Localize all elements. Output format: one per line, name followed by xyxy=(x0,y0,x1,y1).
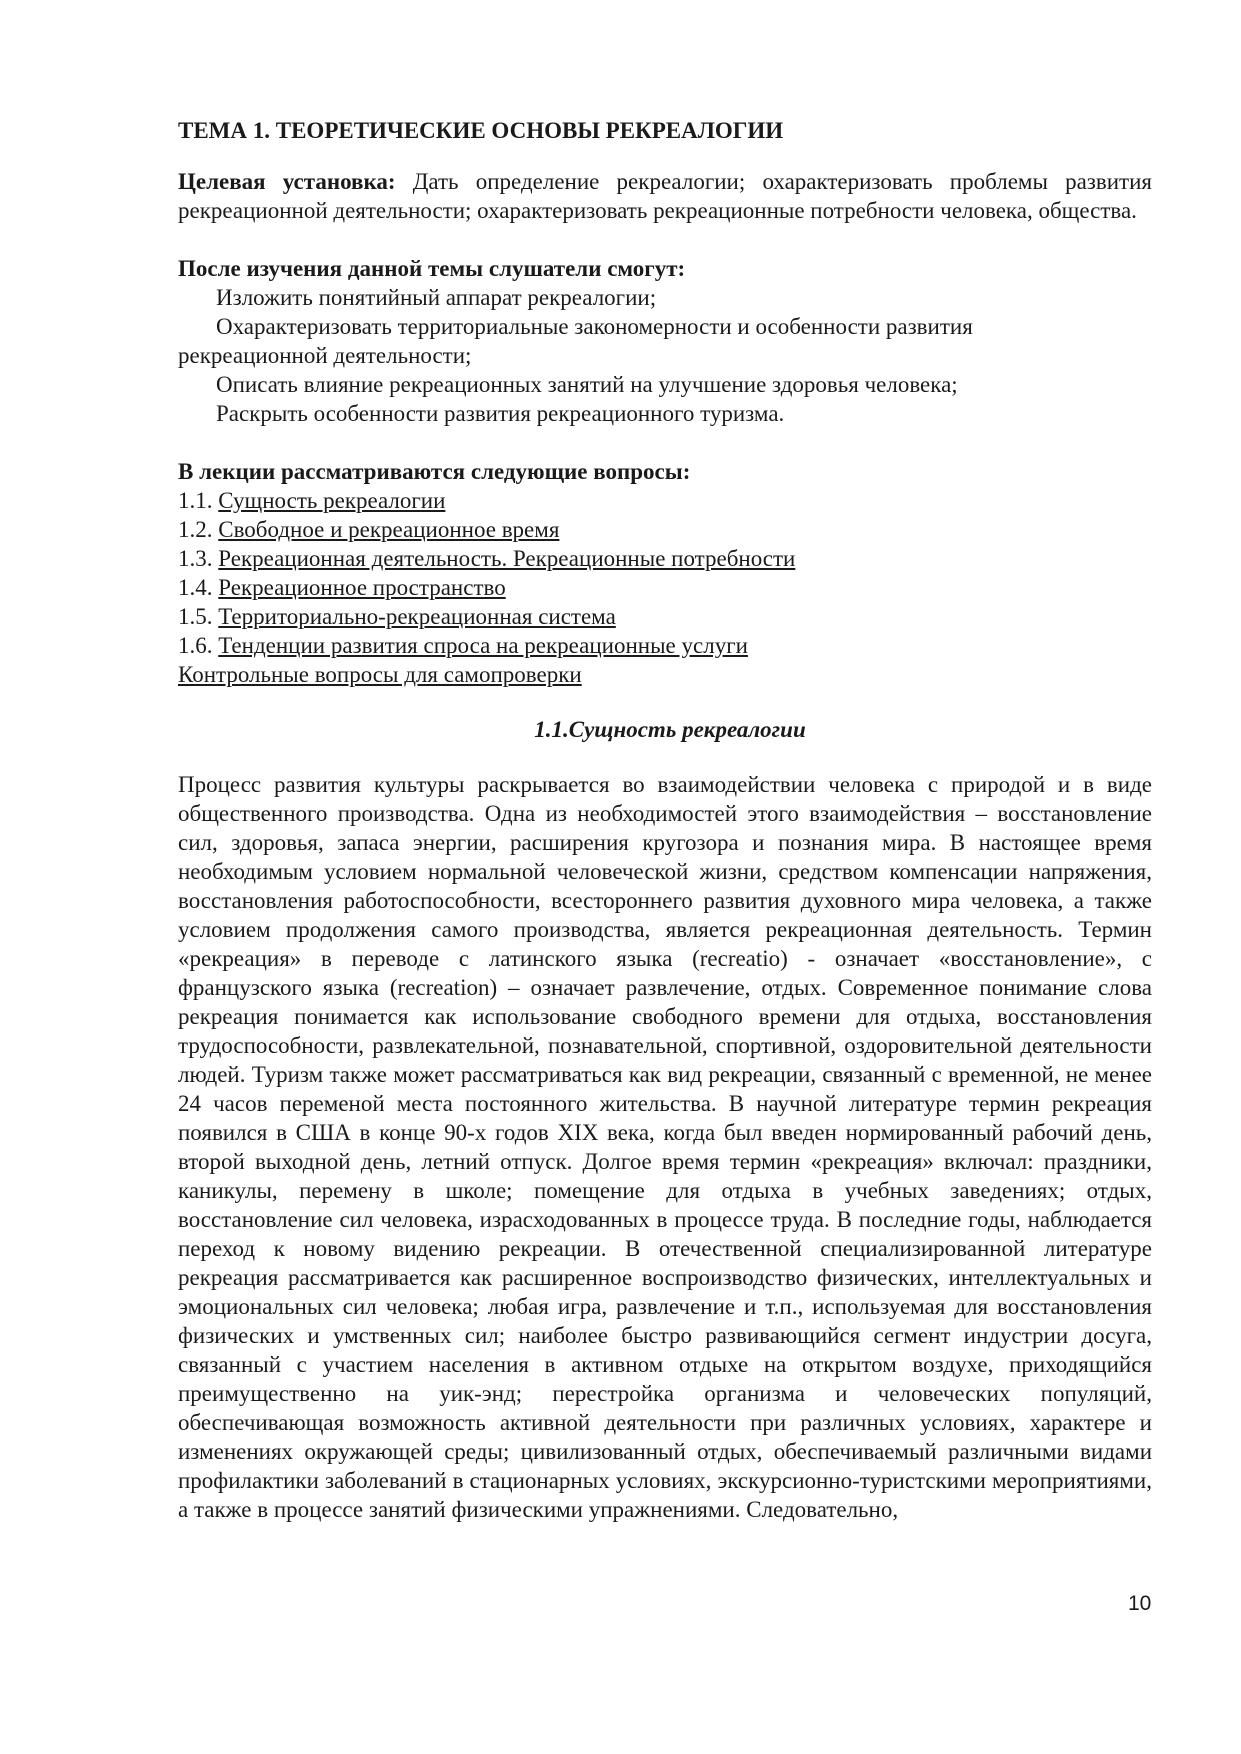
toc-number: 1.5. xyxy=(178,604,219,629)
page-number: 10 xyxy=(1128,1592,1152,1615)
toc-item-control xyxy=(178,660,1152,689)
goal-label: Целевая установка: xyxy=(178,169,396,194)
toc-block xyxy=(178,457,1152,689)
goal-text: Дать определение рекреалогии; охарактеризовать проблемы развития рекреационной деятельности; охарактеризовать рекреационные потребности человека, общества. xyxy=(178,169,1152,223)
toc-number: 1.2. xyxy=(178,517,219,542)
toc-link-control-questions[interactable]: Контрольные вопросы для самопроверки xyxy=(178,662,582,687)
outcome-item: Изложить понятийный аппарат рекреалогии; xyxy=(216,285,657,310)
toc-number: 1.1. xyxy=(178,488,219,513)
section-body: Процесс развития культуры раскрывается во взаимодействии человека с природой и в виде общественного производства. Одна из необходимостей этого взаимодействия – восстановление сил, здоровья, запаса энергии, расширения кругозора и познания мира. В настоящее время необходимым условием нормальной человеческой жизни, средством компенсации напряжения, восстановления работоспособности, всестороннего развития духовного мира человека, а также условием продолжения самого производства, является рекреационная деятельность. Термин «рекреация» в переводе с латинского языка (recreatio) - означает «восстановление», с французского языка (recreation) – означает развлечение, отдых. Современное понимание слова рекреация понимается как использование свободного времени для отдыха, восстановления трудоспособности, развлекательной, познавательной, спортивной, оздоровительной деятельности людей. Туризм также может рассматриваться как вид рекреации, связанный с временной, не менее 24 часов переменой места постоянного жительства. В научной литературе термин рекреация появился в США в конце 90-х годов XIX века, когда был введен нормированный рабочий день, второй выходной день, летний отпуск. Долгое время термин «рекреация» включал: праздники, каникулы, перемену в школе; помещение для отдыха в учебных заведениях; отдых, восстановление сил человека, израсходованных в процессе труда. В последние годы, наблюдается переход к новому видению рекреации. В отечественной специализированной литературе рекреация рассматривается как расширенное воспроизводство физических, интеллектуальных и эмоциональных сил человека; любая игра, развлечение и т.п., используемая для восстановления физических и умственных сил; наиболее быстро развивающийся сегмент индустрии досуга, связанный с участием населения в активном отдыхе на открытом воздухе, приходящийся преимущественно на уик-энд; перестройка организма и человеческих популяций, обеспечивающая возможность активной деятельности при различных условиях, характере и изменениях окружающей среды; цивилизованный отдых, обеспечиваемый различными видами профилактики заболеваний в стационарных условиях, экскурсионно-туристскими мероприятиями, а также в процессе занятий физическими упражнениями. Следовательно, xyxy=(178,772,1152,1522)
toc-number: 1.3. xyxy=(178,546,219,571)
toc-link-1-4[interactable]: Рекреационное пространство xyxy=(218,575,506,600)
toc-item-1-5 xyxy=(178,602,1152,631)
toc-link-1-2[interactable]: Свободное и рекреационное время xyxy=(218,517,560,542)
outcomes-block xyxy=(178,254,1152,428)
toc-item-1-4 xyxy=(178,573,1152,602)
toc-number: 1.4. xyxy=(178,575,219,600)
outcome-item: Раскрыть особенности развития рекреационного туризма. xyxy=(216,401,785,426)
goal-paragraph xyxy=(178,167,1152,225)
document-page xyxy=(178,116,1152,1524)
toc-link-1-1[interactable]: Сущность рекреалогии xyxy=(218,488,446,513)
outcome-item-continued: рекреационной деятельности; xyxy=(178,343,472,368)
outcomes-heading: После изучения данной темы слушатели смогут: xyxy=(178,256,686,281)
section-title: 1.1.Сущность рекреалогии xyxy=(534,717,806,742)
toc-link-1-3[interactable]: Рекреационная деятельность. Рекреационные потребности xyxy=(218,546,796,571)
toc-item-1-1 xyxy=(178,486,1152,515)
toc-link-1-5[interactable]: Территориально-рекреационная система xyxy=(218,604,616,629)
outcome-item: Описать влияние рекреационных занятий на улучшение здоровья человека; xyxy=(216,372,958,397)
toc-item-1-2 xyxy=(178,515,1152,544)
outcome-item: Охарактеризовать территориальные закономерности и особенности развития xyxy=(216,314,973,339)
toc-item-1-3 xyxy=(178,544,1152,573)
toc-heading: В лекции рассматриваются следующие вопросы: xyxy=(178,459,691,484)
page-title: ТЕМА 1. ТЕОРЕТИЧЕСКИЕ ОСНОВЫ РЕКРЕАЛОГИИ xyxy=(178,118,784,143)
toc-item-1-6 xyxy=(178,631,1152,660)
toc-link-1-6[interactable]: Тенденции развития спроса на рекреационные услуги xyxy=(218,633,748,658)
toc-number: 1.6. xyxy=(178,633,219,658)
